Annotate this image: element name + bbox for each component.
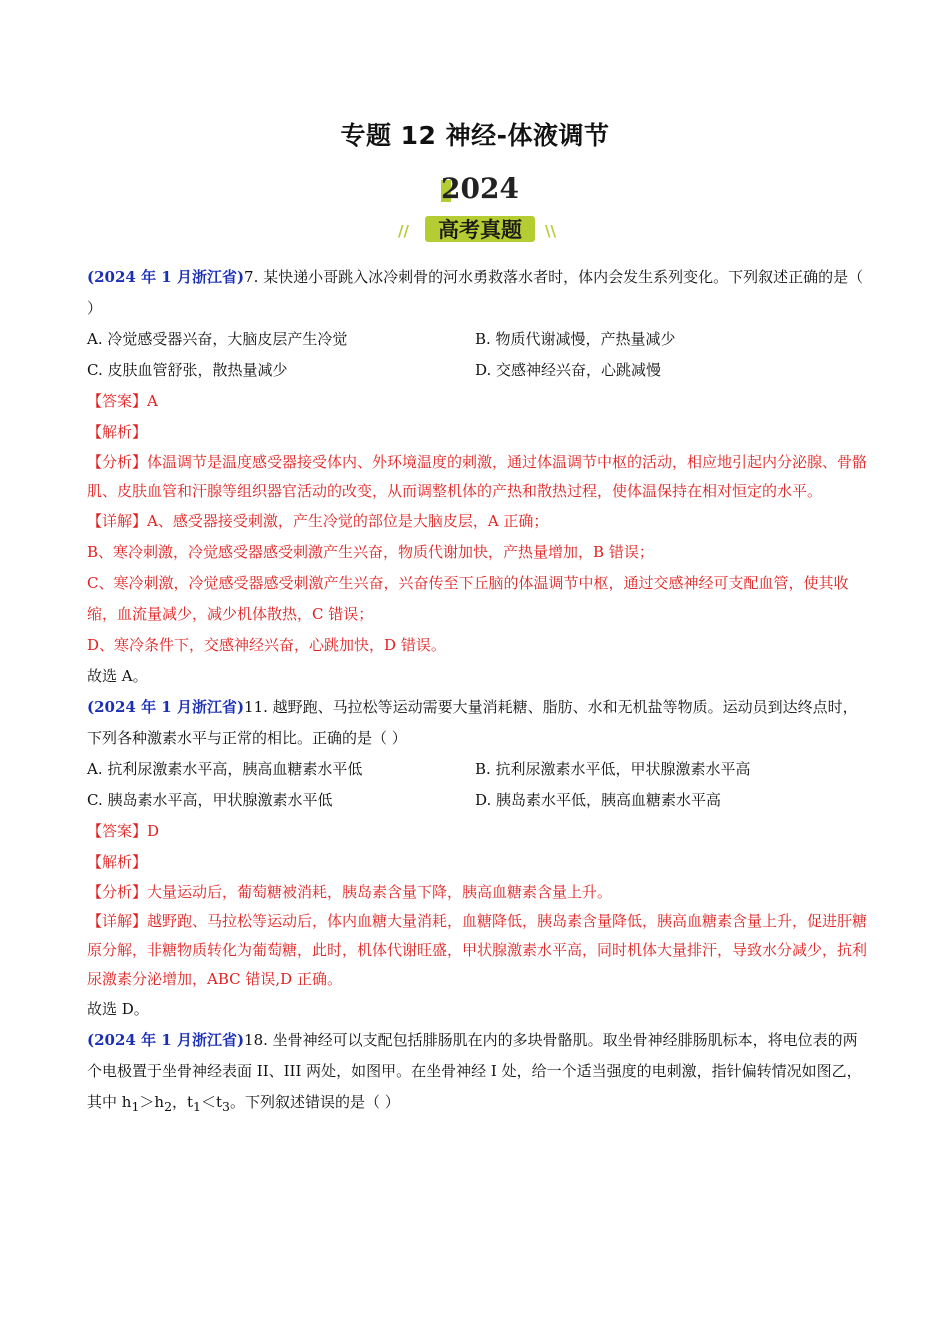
detail-b: B、寒冷刺激，冷觉感受器感受刺激产生兴奋，物质代谢加快，产热量增加，B 错误； — [87, 543, 654, 561]
option-a: A. 冷觉感受器兴奋，大脑皮层产生冷觉 — [87, 330, 348, 348]
subscript: 1 — [193, 1099, 201, 1114]
jiexi-heading: 【解析】 — [87, 853, 148, 871]
question-text: 18. 坐骨神经可以支配包括腓肠肌在内的多块骨骼肌。取坐骨神经腓肠肌标本，将电位表的两个电极置于坐骨神经表面 II、III 两处，如图甲。在坐骨神经 I 处，给一个适当强度的电刺激，指针偏转情况如图乙，其中 h — [87, 1031, 862, 1111]
option-c: C. 胰岛素水平高，甲状腺激素水平低 — [87, 791, 333, 809]
right-deco-slashes: \\ — [545, 222, 556, 240]
detail-d: D、寒冷条件下，交感神经兴奋，心跳加快，D 错误。 — [87, 636, 446, 654]
question-11-stem — [87, 692, 867, 754]
left-deco-slashes: // — [398, 222, 409, 240]
question-text: 7. 某快递小哥跳入冰冷刺骨的河水勇救落水者时，体内会发生系列变化。下列叙述正确的是（ ） — [87, 268, 864, 317]
conclusion: 故选 A。 — [87, 667, 148, 685]
subscript: 2 — [164, 1099, 173, 1114]
option-b: B. 抗利尿激素水平低，甲状腺激素水平高 — [475, 760, 751, 778]
badge-label: 高考真题 — [438, 218, 522, 242]
question-source: (2024 年 1 月浙江省) — [87, 1031, 245, 1049]
option-d: D. 交感神经兴奋，心跳减慢 — [475, 361, 662, 379]
analysis: 【分析】大量运动后，葡萄糖被消耗，胰岛素含量下降，胰高血糖素含量上升。 — [87, 883, 613, 901]
question-text-part: ＜t — [201, 1093, 223, 1111]
question-text-part: ，t — [172, 1093, 194, 1111]
question-11-options-row2 — [87, 785, 867, 816]
subscript: 1 — [131, 1099, 140, 1114]
question-7-options-row2 — [87, 355, 867, 386]
answer: 【答案】A — [87, 392, 158, 410]
option-a: A. 抗利尿激素水平高，胰高血糖素水平低 — [87, 760, 363, 778]
question-source: (2024 年 1 月浙江省) — [87, 268, 245, 286]
jiexi-heading: 【解析】 — [87, 423, 148, 441]
question-source: (2024 年 1 月浙江省) — [87, 698, 245, 716]
badge-year: 2024 — [441, 172, 519, 205]
question-text-part: ＞h — [139, 1093, 165, 1111]
detail-a: 【详解】A、感受器接受刺激，产生冷觉的部位是大脑皮层，A 正确； — [87, 512, 549, 530]
exam-badge — [395, 170, 565, 250]
detail: 【详解】越野跑、马拉松等运动后，体内血糖大量消耗，血糖降低，胰岛素含量降低，胰高血糖素含量上升，促进肝糖原分解，非糖物质转化为葡萄糖，此时，机体代谢旺盛，甲状腺激素水平高，同时机体大量排汗，导致水分减少，抗利尿激素分泌增加，ABC 错误,D 正确。 — [87, 912, 868, 988]
question-7-stem — [87, 262, 867, 324]
question-18-stem — [87, 1025, 867, 1122]
option-c: C. 皮肤血管舒张，散热量减少 — [87, 361, 288, 379]
answer: 【答案】D — [87, 822, 160, 840]
question-text-part: 。下列叙述错误的是（ ） — [229, 1093, 400, 1111]
subscript: 3 — [222, 1099, 230, 1114]
option-d: D. 胰岛素水平低，胰高血糖素水平高 — [475, 791, 722, 809]
question-7-options-row1 — [87, 324, 867, 355]
question-11-options-row1 — [87, 754, 867, 785]
option-b: B. 物质代谢减慢，产热量减少 — [475, 330, 676, 348]
document-body — [87, 262, 867, 1122]
page-title: 专题 12 神经-体液调节 — [340, 121, 610, 150]
conclusion: 故选 D。 — [87, 1000, 149, 1018]
analysis: 【分析】体温调节是温度感受器接受体内、外环境温度的刺激，通过体温调节中枢的活动，相应地引起内分泌腺、骨骼肌、皮肤血管和汗腺等组织器官活动的改变，从而调整机体的产热和散热过程，使体温保持在相对恒定的水平。 — [87, 453, 868, 500]
question-text: 11. 越野跑、马拉松等运动需要大量消耗糖、脂肪、水和无机盐等物质。运动员到达终点时，下列各种激素水平与正常的相比。正确的是（ ） — [87, 698, 858, 747]
detail-c: C、寒冷刺激，冷觉感受器感受刺激产生兴奋，兴奋传至下丘脑的体温调节中枢，通过交感神经可支配血管，使其收缩，血流量减少，减少机体散热，C 错误； — [87, 574, 849, 623]
